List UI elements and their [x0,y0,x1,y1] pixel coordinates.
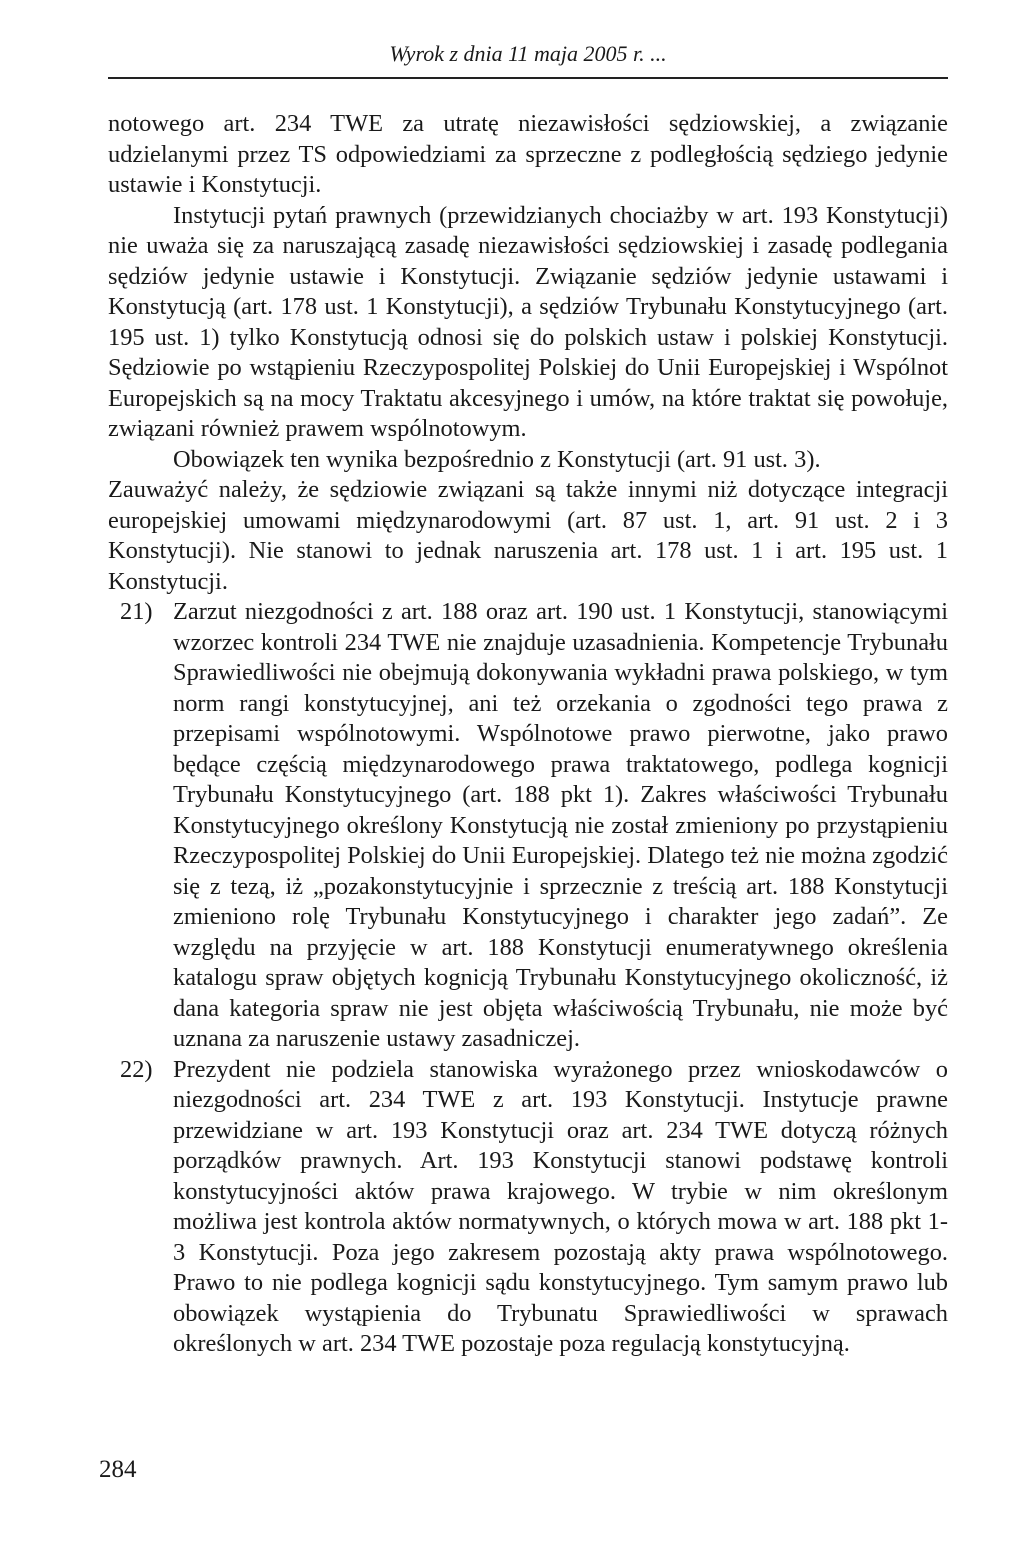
page-body [108,109,948,1360]
running-header: Wyrok z dnia 11 maja 2005 r. ... [389,41,667,66]
paragraph-continued: notowego art. 234 TWE za utratę niezawisłości sędziowskiej, a związanie udzielanymi przez TS odpowiedziami za sprzeczne z podległością sędziego jedynie ustawie i Konstytucji. [108,110,948,198]
item-number: 22) [120,1055,153,1083]
paragraph-legal-questions: Instytucji pytań prawnych (przewidzianych chociażby w art. 193 Konstytucji) nie uważa się za naruszającą zasadę niezawisłości sędziowskiej i zasadę podlegania sędziów jedynie ustawie i Konstytucji. Związanie sędziów jedynie ustawami i Konstytucją (art. 178 ust. 1 Konstytucji), a sędziów Trybunału Konstytucyjnego (art. 195 ust. 1) tylko Konstytucją odnosi się do polskich ustaw i polskiej Konstytucji. Sędziowie po wstąpieniu Rzeczypospolitej Polskiej do Unii Europejskiej i Wspólnot Europejskich są na mocy Traktatu akcesyjnego i umów, na które traktat się powołuje, związani również prawem wspólnotowym. [108,201,948,442]
paragraph-international-agreements: Zauważyć należy, że sędziowie związani są także innymi niż dotyczące integracji europejskiej umowami międzynarodowymi (art. 87 ust. 1, art. 91 ust. 2 i 3 Konstytucji). Nie stanowi to jednak naruszenia art. 178 ust. 1 i art. 195 ust. 1 Konstytucji. [108,476,948,595]
numbered-item-21 [108,597,948,1055]
numbered-item-22 [108,1055,948,1360]
page-number: 284 [99,1456,137,1483]
item-text: Zarzut niezgodności z art. 188 oraz art. 190 ust. 1 Konstytucji, stanowiącymi wzorzec kontroli 234 TWE nie znajduje uzasadnienia. Kompetencje Trybunału Sprawiedliwości nie obejmują dokonywania wykładni prawa polskiego, w tym norm rangi konstytucyjnej, ani też orzekania o zgodności tego prawa z przepisami wspólnotowymi. Wspólnotowe prawo pierwotne, jako prawo będące częścią międzynarodowego prawa traktatowego, podlega kognicji Trybunału Konstytucyjnego (art. 188 pkt 1). Zakres właściwości Trybunału Konstytucyjnego określony Konstytucją nie został zmieniony po przystąpieniu Rzeczypospolitej Polskiej do Unii Europejskiej. Dlatego też nie można zgodzić się z tezą, iż „pozakonstytucyjnie i sprzecznie z treścią art. 188 Konstytucji zmieniono rolę Trybunału Konstytucyjnego i charakter jego zadań”. Ze względu na przyjęcie w art. 188 Konstytucji enumeratywnego określenia katalogu spraw objętych kognicją Trybunału Konstytucyjnego okoliczność, iż dana kategoria spraw nie jest objęta właściwością Trybunału, nie może być uznana za naruszenie ustawy zasadniczej. [173,598,948,1052]
paragraph-obligation: Obowiązek ten wynika bezpośrednio z Konstytucji (art. 91 ust. 3). [173,445,821,473]
item-text: Prezydent nie podziela stanowiska wyrażonego przez wnioskodawców o niezgodności art. 234 TWE z art. 193 Konstytucji. Instytucje prawne przewidziane w art. 193 Konstytucji oraz art. 234 TWE dotyczą różnych porządków prawnych. Art. 193 Konstytucji stanowi podstawę kontroli konstytucyjności aktów prawa krajowego. W trybie w nim określonym możliwa jest kontrola aktów normatywnych, o których mowa w art. 188 pkt 1-3 Konstytucji. Poza jego zakresem pozostają akty prawa wspólnotowego. Prawo to nie podlega kognicji sądu konstytucyjnego. Tym samym prawo lub obowiązek wystąpienia do Trybunatu Sprawiedliwości w sprawach określonych w art. 234 TWE pozostaje poza regulacją konstytucyjną. [173,1055,948,1357]
header-rule [108,77,948,79]
item-number: 21) [120,598,153,625]
